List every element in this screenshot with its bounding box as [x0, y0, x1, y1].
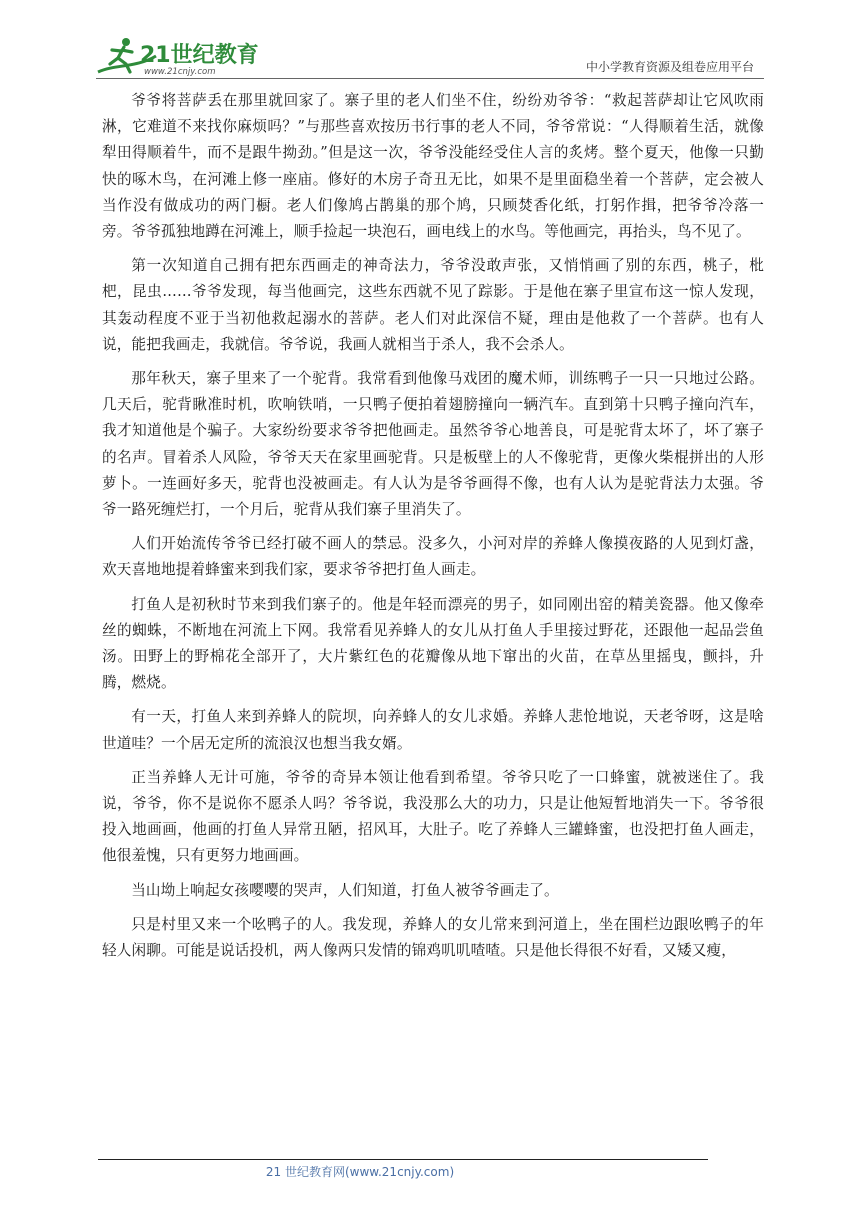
runner-logo-icon: [96, 34, 266, 78]
paragraph: 那年秋天，寨子里来了一个驼背。我常看到他像马戏团的魔术师，训练鸭子一只一只地过公路。几天后，驼背瞅准时机，吹响铁哨，一只鸭子便拍着翅膀撞向一辆汽车。直到第十只鸭子撞向汽车，我才知道他是个骗子。大家纷纷要求爷爷把他画走。虽然爷爷心地善良，可是驼背太坏了，坏了寨子的名声。冒着杀人风险，爷爷天天在家里画驼背。只是板壁上的人不像驼背，更像火柴棍拼出的人形萝卜。一连画好多天，驼背也没被画走。有人认为是爷爷画得不像，也有人认为是驼背法力太强。爷爷一路死缠烂打，一个月后，驼背从我们寨子里消失了。: [102, 370, 764, 519]
paragraph: 有一天，打鱼人来到养蜂人的院坝，向养蜂人的女儿求婚。养蜂人悲怆地说，天老爷呀，这是啥世道哇？一个居无定所的流浪汉也想当我女婿。: [102, 708, 764, 752]
paragraph: 打鱼人是初秋时节来到我们寨子的。他是年轻而漂亮的男子，如同刚出窑的精美瓷器。他又像牵丝的蜘蛛，不断地在河流上下网。我常看见养蜂人的女儿从打鱼人手里接过野花，还跟他一起品尝鱼汤。田野上的野棉花全部开了，大片紫红色的花瓣像从地下窜出的火苗，在草丛里摇曳，颤抖，升腾，燃烧。: [102, 595, 764, 692]
site-name: 中小学教育资源及组卷应用平台: [585, 60, 754, 74]
site-logo[interactable]: [96, 34, 266, 78]
paragraph: 爷爷将菩萨丢在那里就回家了。寨子里的老人们坐不住，纷纷劝爷爷：“救起菩萨却让它风吹雨淋，它难道不来找你麻烦吗？”与那些喜欢按历书行事的老人不同，爷爷常说：“人得顺着生活，就像犁田得顺着牛，而不是跟牛拗劲。”但是这一次，爷爷没能经受住人言的炙烤。整个夏天，他像一只勤快的啄木鸟，在河滩上修一座庙。修好的木房子奇丑无比，如果不是里面稳坐着一个菩萨，定会被人当作没有做成功的两门橱。老人们像鸠占鹊巢的那个鸠，只顾焚香化纸，打躬作揖，把爷爷冷落一旁。爷爷孤独地蹲在河滩上，顺手捡起一块泡石，画电线上的水鸟。等他画完，再抬头，鸟不见了。: [102, 92, 764, 241]
article-body: [102, 88, 764, 972]
footer-divider: [98, 1159, 708, 1160]
logo-text: 21世纪教育: [140, 43, 259, 68]
footer-link[interactable]: 21 世纪教育网(www.21cnjy.com): [265, 1165, 455, 1179]
page-footer: [0, 1163, 860, 1180]
paragraph: 只是村里又来一个吆鸭子的人。我发现，养蜂人的女儿常来到河道上，坐在围栏边跟吆鸭子的年轻人闲聊。可能是说话投机，两人像两只发情的锦鸡叽叽喳喳。只是他长得很不好看，又矮又瘦，: [102, 915, 764, 960]
paragraph: 第一次知道自己拥有把东西画走的神奇法力，爷爷没敢声张，又悄悄画了别的东西，桃子，枇杷，昆虫……爷爷发现，每当他画完，这些东西就不见了踪影。于是他在寨子里宣布这一惊人发现，其轰动程度不亚于当初他救起溺水的菩萨。老人们对此深信不疑，理由是他救了一个菩萨。也有人说，能把我画走，我就信。爷爷说，我画人就相当于杀人，我不会杀人。: [102, 257, 764, 353]
paragraph: 人们开始流传爷爷已经打破不画人的禁忌。没多久，小河对岸的养蜂人像摸夜路的人见到灯盏，欢天喜地地提着蜂蜜来到我们家，要求爷爷把打鱼人画走。: [102, 535, 764, 579]
paragraph: 当山坳上响起女孩嘤嘤的哭声，人们知道，打鱼人被爷爷画走了。: [131, 881, 559, 899]
header-divider: [96, 78, 764, 79]
page-header: [96, 28, 764, 78]
logo-url: www.21cnjy.com: [144, 67, 216, 77]
paragraph: 正当养蜂人无计可施，爷爷的奇异本领让他看到希望。爷爷只吃了一口蜂蜜，就被迷住了。我说，爷爷，你不是说你不愿杀人吗？爷爷说，我没那么大的功力，只是让他短暂地消失一下。爷爷很投入地画画，他画的打鱼人异常丑陋，招风耳，大肚子。吃了养蜂人三罐蜂蜜，也没把打鱼人画走，他很羞愧，只有更努力地画画。: [102, 768, 764, 865]
